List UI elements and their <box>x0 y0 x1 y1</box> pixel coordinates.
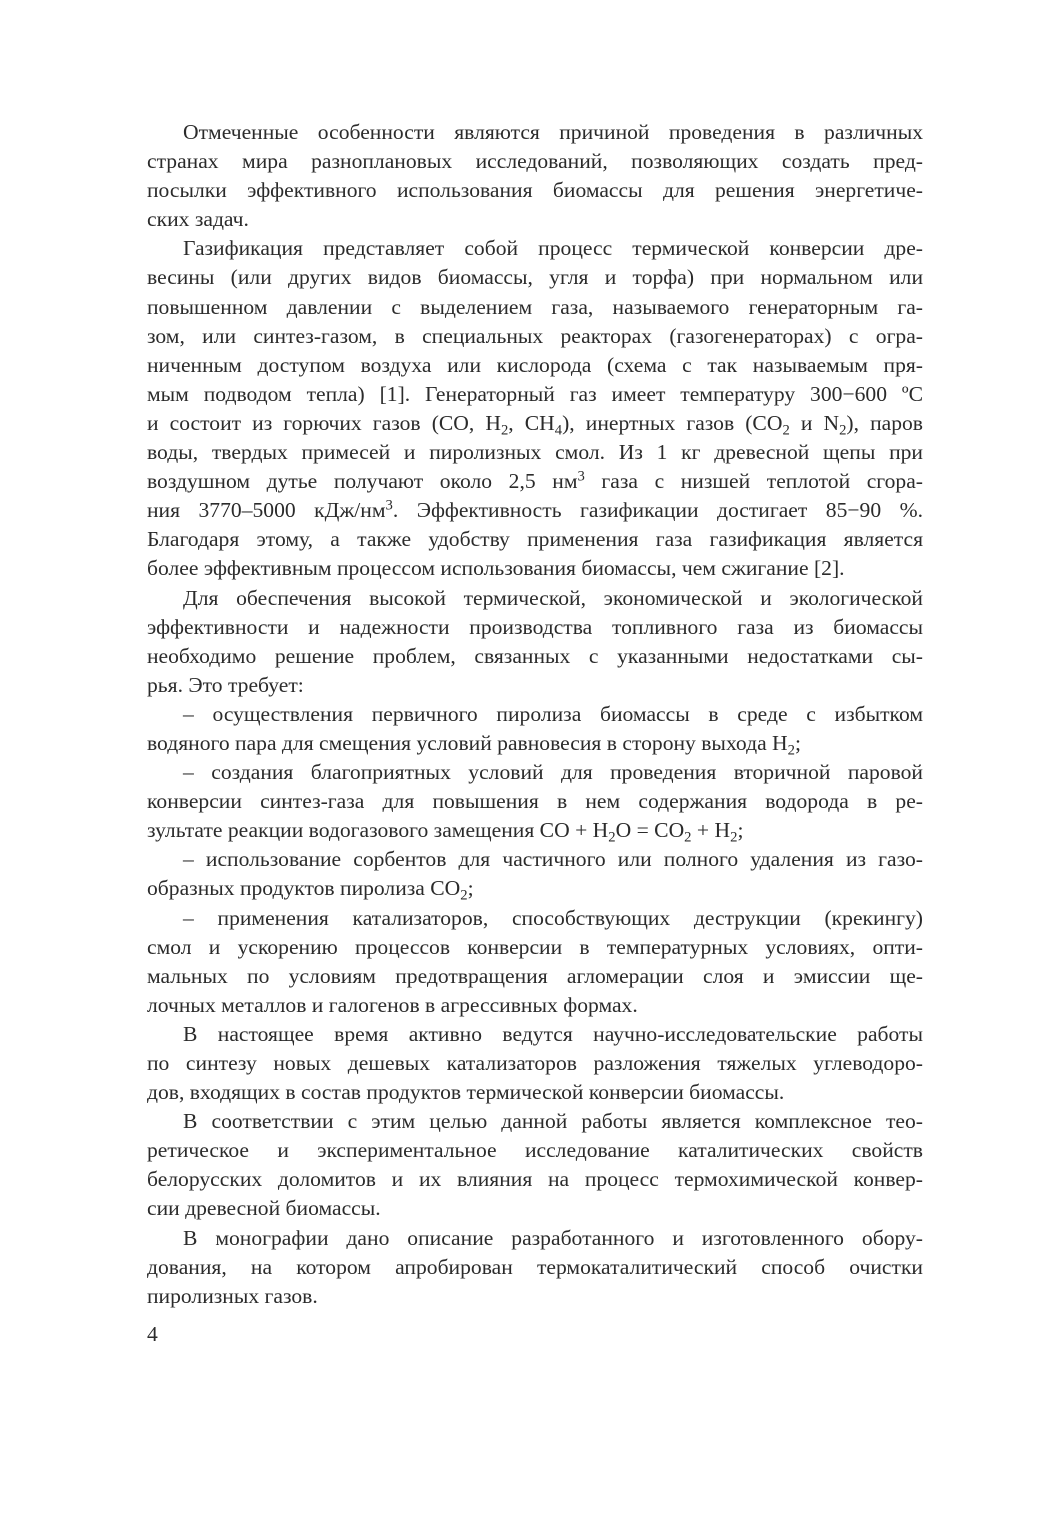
text-line <box>147 322 923 351</box>
text-segment: конверсии синтез-газа для повышения в нем содержания водорода в ре- <box>147 789 923 814</box>
paragraph <box>147 1224 923 1311</box>
superscript: 3 <box>577 468 585 485</box>
text-segment: воды, твердых примесей и пиролизных смол. Из 1 кг древесной щепы при <box>147 440 923 465</box>
text-line <box>147 351 923 380</box>
text-segment: В монографии дано описание разработанного и изготовленного обору- <box>183 1225 923 1250</box>
text-line <box>147 234 923 263</box>
text-segment: странах мира разноплановых исследований, позволяющих создать пред- <box>147 149 923 174</box>
text-line <box>147 845 923 874</box>
text-segment: по синтезу новых дешевых катализаторов разложения тяжелых углеводоро- <box>147 1051 923 1075</box>
subscript: 2 <box>460 887 468 904</box>
text-line <box>147 991 923 1020</box>
text-segment: ; <box>737 818 744 843</box>
text-line <box>147 1224 923 1253</box>
text-segment: ; <box>795 730 801 755</box>
text-segment: лочных металлов и галогенов в агрессивных формах. <box>147 992 638 1017</box>
subscript: 2 <box>608 829 616 846</box>
paragraph <box>147 845 923 903</box>
text-segment: необходимо решение проблем, связанных с указанными недостатками сы- <box>147 643 923 668</box>
subscript: 2 <box>839 422 847 439</box>
text-segment: ), инертных газов (СО <box>562 410 783 435</box>
text-line <box>147 700 923 729</box>
page-number: 4 <box>147 1322 158 1346</box>
text-line <box>147 1020 923 1049</box>
text-line <box>147 729 923 758</box>
text-line <box>147 584 923 613</box>
text-segment: – создания благоприятных условий для проведения вторичной паровой <box>183 760 923 785</box>
text-segment: смол и ускорению процессов конверсии в температурных условиях, опти- <box>147 934 923 959</box>
subscript: 2 <box>500 422 509 439</box>
subscript: 2 <box>730 829 738 846</box>
text-segment: зультате реакции водогазового замещения СО + Н <box>147 818 609 843</box>
text-segment: рья. Это требует: <box>147 672 304 697</box>
text-segment: , СН <box>508 410 555 435</box>
text-segment: – применения катализаторов, способствующих деструкции (крекингу) <box>183 905 923 930</box>
text-segment: воздушном дутье получают около 2,5 нм <box>147 469 578 494</box>
text-line <box>147 467 923 496</box>
paragraph <box>147 584 923 700</box>
text-segment: белорусских доломитов и их влияния на процесс термохимической конвер- <box>147 1167 923 1192</box>
text-segment: Газификация представляет собой процесс термической конверсии дре- <box>183 236 923 261</box>
text-line <box>147 176 923 205</box>
paragraph <box>147 700 923 758</box>
text-line <box>147 293 923 322</box>
paragraph <box>147 1107 923 1223</box>
text-line <box>147 525 923 554</box>
paragraph <box>147 118 923 234</box>
text-line <box>147 118 923 147</box>
text-segment: Для обеспечения высокой термической, экономической и экологической <box>183 585 923 610</box>
text-segment: образных продуктов пиролиза СО <box>147 876 461 901</box>
text-line <box>147 613 923 642</box>
text-segment: и состоит из горючих газов (СО, Н <box>147 410 501 435</box>
subscript: 2 <box>782 422 790 439</box>
paragraph <box>147 758 923 845</box>
text-line <box>147 1078 923 1107</box>
text-line <box>147 874 923 903</box>
text-line <box>147 263 923 292</box>
text-segment: В настоящее время активно ведутся научно-исследовательские работы <box>183 1021 923 1046</box>
text-line <box>147 787 923 816</box>
text-segment: сии древесной биомассы. <box>147 1196 381 1221</box>
text-segment: водяного пара для смещения условий равновесия в сторону выхода Н <box>147 730 788 755</box>
text-line <box>147 1107 923 1136</box>
paragraph <box>147 1020 923 1107</box>
text-segment: ских задач. <box>147 207 249 232</box>
text-segment: Благодаря этому, а также удобству применения газа газификация является <box>147 527 923 552</box>
page-body <box>147 118 923 1311</box>
text-line <box>147 904 923 933</box>
text-line <box>147 1136 923 1165</box>
text-segment: повышенном давлении с выделением газа, называемого генераторным га- <box>147 294 923 319</box>
superscript: 3 <box>385 497 393 514</box>
text-segment: Отмеченные особенности являются причиной проведения в различных <box>183 120 923 144</box>
text-line <box>147 438 923 467</box>
subscript: 2 <box>684 829 692 846</box>
text-line <box>147 758 923 787</box>
text-segment: ), паров <box>846 410 924 435</box>
text-segment: В соответствии с этим целью данной работы является комплексное тео- <box>183 1109 923 1134</box>
text-line <box>147 380 923 409</box>
text-segment: дования, на котором апробирован термокаталитический способ очистки <box>147 1254 923 1279</box>
text-segment: мальных по условиям предотвращения агломерации слоя и эмиссии ще- <box>147 963 923 988</box>
text-segment: дов, входящих в состав продуктов термической конверсии биомассы. <box>147 1080 785 1105</box>
text-segment: – использование сорбентов для частичного или полного удаления из газо- <box>183 847 923 872</box>
subscript: 4 <box>554 422 563 439</box>
text-segment: весины (или других видов биомассы, угля и торфа) при нормальном или <box>147 265 923 290</box>
text-line <box>147 554 923 583</box>
subscript: 2 <box>787 742 795 759</box>
text-segment: ниченным доступом воздуха или кислорода (схема с так называемым пря- <box>147 352 923 377</box>
text-segment: и N <box>789 410 840 435</box>
text-segment: – осуществления первичного пиролиза биомассы в среде с избытком <box>183 701 923 726</box>
paragraph <box>147 234 923 583</box>
text-line <box>147 816 923 845</box>
text-segment: мым подводом тепла) [1]. Генераторный газ имеет температуру 300−600 ºС <box>147 381 923 406</box>
text-line <box>147 496 923 525</box>
text-line <box>147 933 923 962</box>
text-line <box>147 642 923 671</box>
text-line <box>147 1194 923 1223</box>
text-segment: . Эффективность газификации достигает 85−90 %. <box>392 498 923 523</box>
text-segment: О = СО <box>615 818 685 843</box>
text-line <box>147 409 923 438</box>
text-line <box>147 962 923 991</box>
text-line <box>147 205 923 234</box>
paragraph <box>147 904 923 1020</box>
text-segment: ния 3770–5000 кДж/нм <box>147 498 386 523</box>
text-line <box>147 1049 923 1078</box>
text-segment: пиролизных газов. <box>147 1283 318 1308</box>
text-line <box>147 671 923 700</box>
text-line <box>147 1253 923 1282</box>
text-segment: более эффективным процессом использования биомассы, чем сжигание [2]. <box>147 556 845 581</box>
text-segment: ; <box>467 876 474 901</box>
text-segment: газа с низшей теплотой сгора- <box>584 469 923 494</box>
text-line <box>147 1282 923 1311</box>
text-segment: эффективности и надежности производства топливного газа из биомассы <box>147 614 923 639</box>
text-line <box>147 147 923 176</box>
text-segment: ретическое и экспериментальное исследование каталитических свойств <box>147 1138 923 1163</box>
text-segment: посылки эффективного использования биомассы для решения энергетиче- <box>147 178 923 203</box>
text-line <box>147 1165 923 1194</box>
text-segment: + Н <box>691 818 731 843</box>
text-segment: зом, или синтез-газом, в специальных реакторах (газогенераторах) с огра- <box>147 323 923 348</box>
